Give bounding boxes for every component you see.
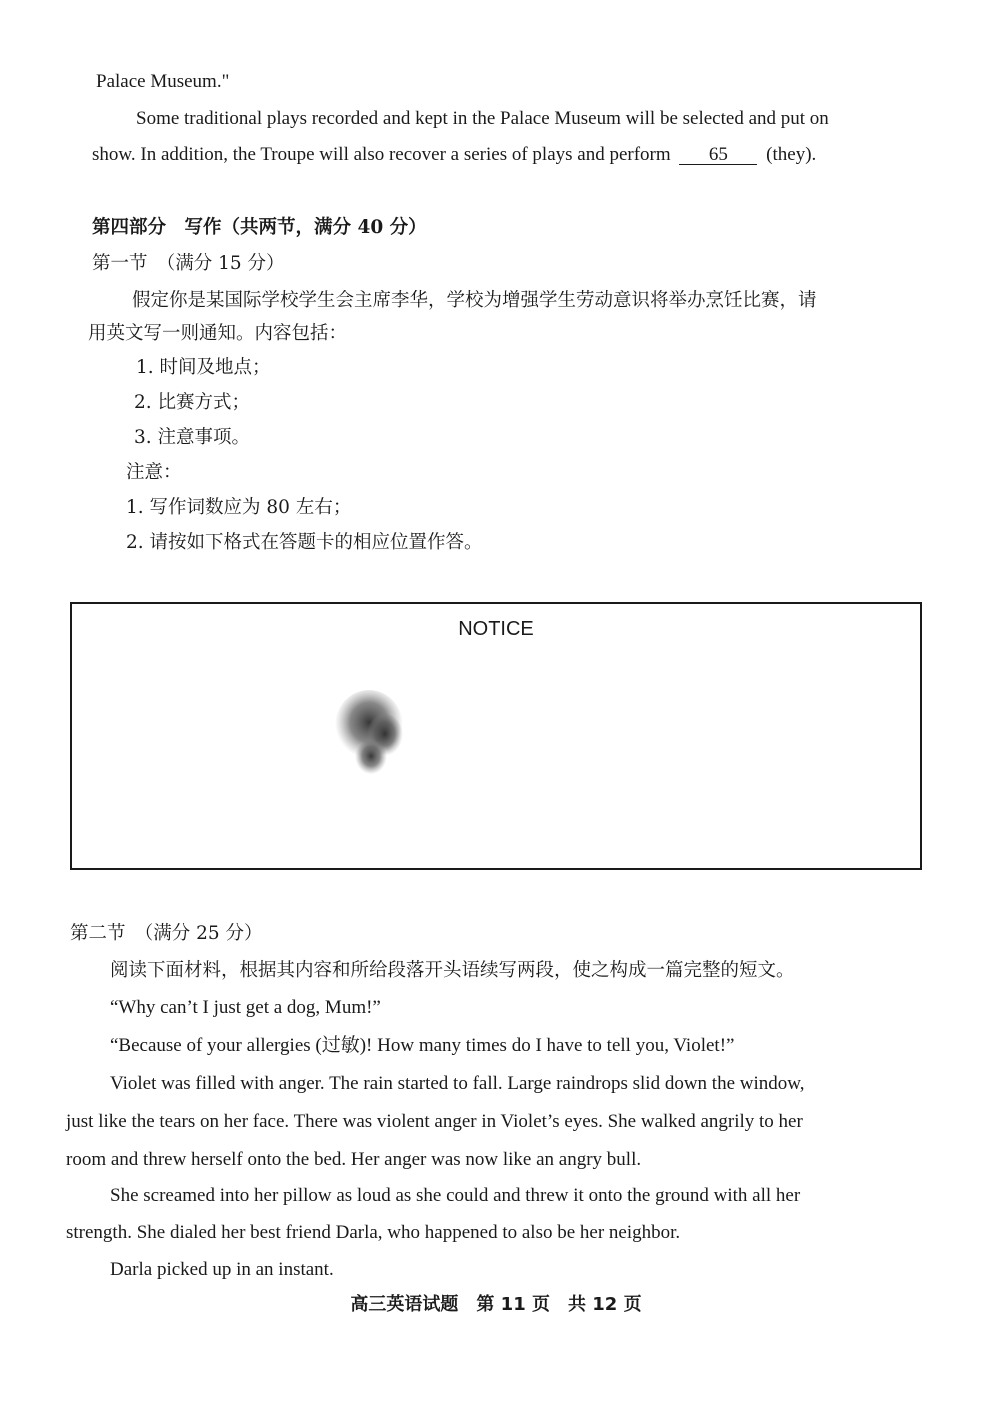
text-segment: show. In addition, the Troupe will also recover a series of plays and perform: [92, 144, 671, 165]
notes-title: 注意：: [126, 462, 182, 483]
story-line: Darla picked up in an instant.: [110, 1259, 334, 1280]
notice-answer-box: [70, 602, 922, 870]
text-line: Palace Museum.": [96, 71, 230, 92]
ink-smudge: [327, 684, 417, 784]
instruction-line: 阅读下面材料，根据其内容和所给段落开头语续写两段，使之构成一篇完整的短文。: [110, 960, 795, 981]
story-line: “Because of your allergies (过敏)! How many times do I have to tell you, Violet!”: [110, 1035, 735, 1056]
note-item: 1. 写作词数应为 80 左右；: [126, 497, 352, 518]
content-item: 3. 注意事项。: [134, 427, 251, 448]
prompt-line: 假定你是某国际学校学生会主席李华，学校为增强学生劳动意识将举办烹饪比赛，请: [132, 290, 817, 311]
story-line: room and threw herself onto the bed. Her anger was now like an angry bull.: [66, 1149, 642, 1170]
notice-title: NOTICE: [458, 618, 534, 640]
story-line: strength. She dialed her best friend Darla, who happened to also be her neighbor.: [66, 1222, 681, 1243]
story-line: Violet was filled with anger. The rain started to fall. Large raindrops slid down the window,: [110, 1073, 805, 1094]
text-line-with-blank: [92, 143, 816, 167]
prompt-line: 用英文写一则通知。内容包括：: [88, 323, 348, 344]
page-footer: 高三英语试题 第 11 页 共 12 页: [350, 1294, 642, 1315]
content-item: 2. 比赛方式；: [134, 392, 251, 413]
content-item: 1. 时间及地点；: [136, 357, 271, 378]
part-heading: 第四部分 写作（共两节，满分 40 分）: [92, 217, 427, 238]
answer-blank-65: 65: [679, 146, 757, 165]
text-line: Some traditional plays recorded and kept in the Palace Museum will be selected and put on: [136, 108, 829, 129]
text-segment: (they).: [766, 144, 817, 165]
note-item: 2. 请按如下格式在答题卡的相应位置作答。: [126, 532, 483, 553]
story-line: just like the tears on her face. There was violent anger in Violet’s eyes. She walked angrily to her: [66, 1111, 803, 1132]
story-line: “Why can’t I just get a dog, Mum!”: [110, 997, 381, 1018]
section-title: 第二节 （满分 25 分）: [70, 923, 263, 944]
story-line: She screamed into her pillow as loud as she could and threw it onto the ground with all her: [110, 1185, 801, 1206]
section-title: 第一节 （满分 15 分）: [92, 253, 285, 274]
